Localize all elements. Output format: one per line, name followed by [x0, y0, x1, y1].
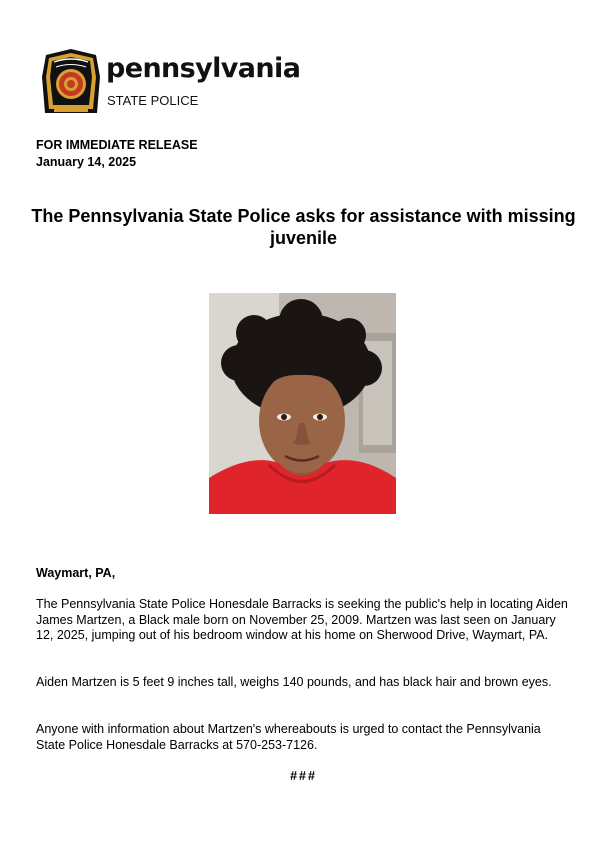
release-label: FOR IMMEDIATE RELEASE	[36, 138, 198, 152]
dateline-location: Waymart, PA,	[36, 566, 116, 580]
brand-subtitle: STATE POLICE	[107, 93, 199, 108]
body-paragraph-3: Anyone with information about Martzen's whereabouts is urged to contact the Pennsylvania State Police Honesdale Barracks at 570-253-7126.	[36, 722, 541, 752]
release-date: January 14, 2025	[36, 155, 137, 169]
brand-name: pennsylvania	[106, 53, 301, 84]
headline: The Pennsylvania State Police asks for assistance with missing juvenile	[31, 206, 576, 248]
body-paragraph-1: The Pennsylvania State Police Honesdale Barracks is seeking the public's help in locating Aiden James Martzen, a Black male born on November 25, 2009. Martzen was last seen on January 12, 2025, jumping out of his bedroom window at his home on Sherwood Drive, Waymart, PA.	[36, 597, 568, 642]
end-mark: ###	[290, 769, 317, 783]
body-paragraph-2: Aiden Martzen is 5 feet 9 inches tall, weighs 140 pounds, and has black hair and brown eyes.	[36, 675, 552, 689]
psp-badge-logo	[40, 47, 102, 119]
missing-person-photo	[209, 293, 396, 514]
